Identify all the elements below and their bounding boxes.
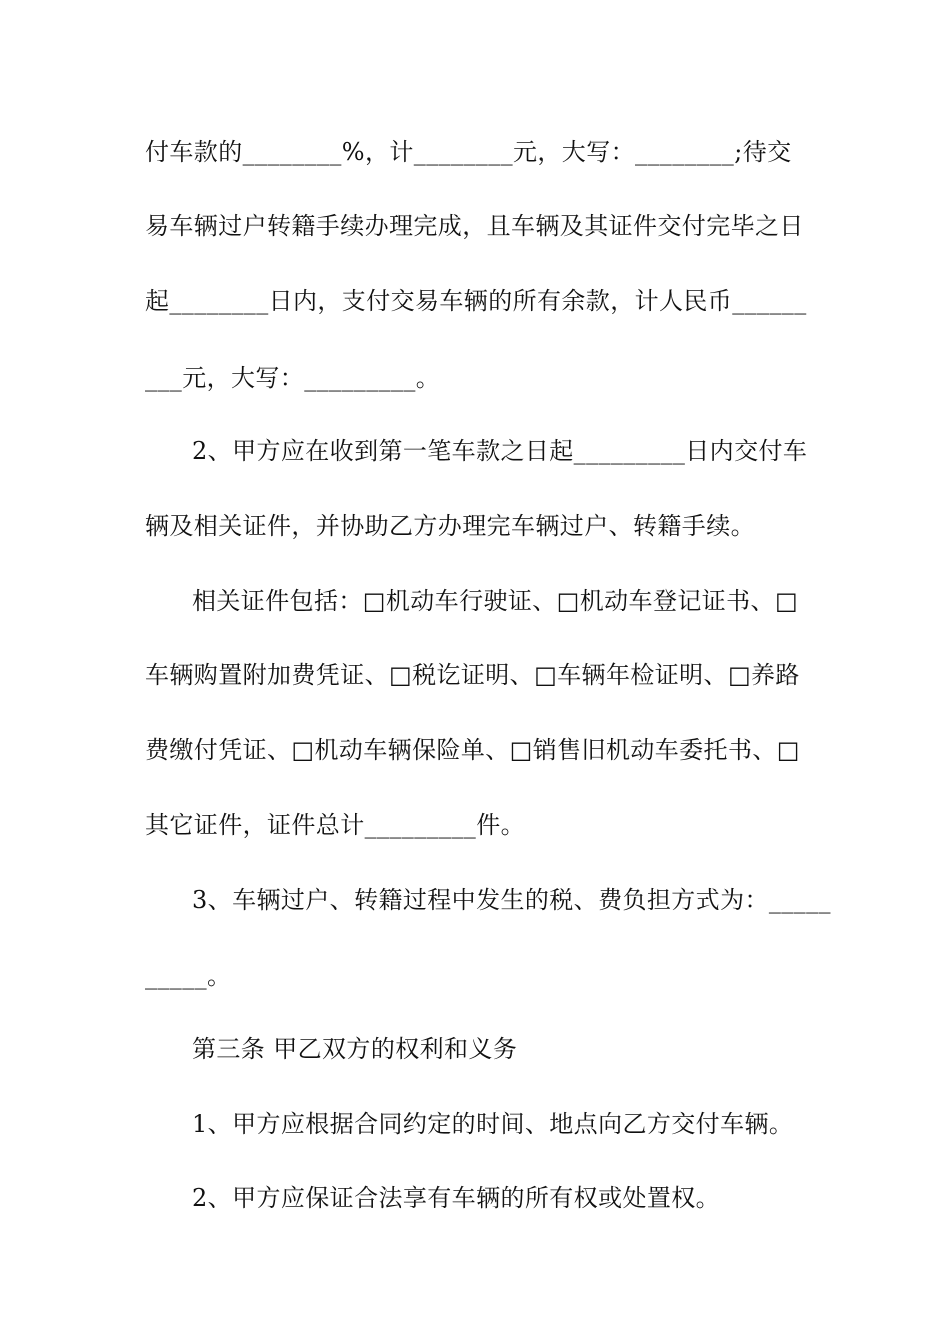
text-line: 辆及相关证件，并协助乙方办理完车辆过户、转籍手续。 — [145, 512, 755, 540]
text-line: _____。 — [145, 962, 232, 990]
clause-paragraph: 2、甲方应在收到第一笔车款之日起_________日内交付车 — [192, 437, 808, 465]
clause-paragraph: 2、甲方应保证合法享有车辆的所有权或处置权。 — [192, 1184, 721, 1212]
text-line: 起________日内，支付交易车辆的所有余款，计人民币______ — [145, 287, 807, 315]
text-line: ___元，大写：_________。 — [145, 364, 441, 392]
documents-paragraph: 相关证件包括：□机动车行驶证、□机动车登记证书、□ — [192, 587, 799, 615]
text-line: 费缴付凭证、□机动车辆保险单、□销售旧机动车委托书、□ — [145, 736, 800, 764]
article-heading: 第三条 甲乙双方的权利和义务 — [192, 1035, 518, 1063]
text-line: 其它证件，证件总计_________件。 — [145, 811, 525, 839]
text-line: 车辆购置附加费凭证、□税讫证明、□车辆年检证明、□养路 — [145, 661, 800, 689]
clause-paragraph: 3、车辆过户、转籍过程中发生的税、费负担方式为：_____ — [192, 886, 831, 914]
clause-paragraph: 1、甲方应根据合同约定的时间、地点向乙方交付车辆。 — [192, 1110, 794, 1138]
text-line: 易车辆过户转籍手续办理完成，且车辆及其证件交付完毕之日 — [145, 212, 804, 240]
text-line: 付车款的________%，计________元，大写：________;待交 — [145, 138, 792, 166]
